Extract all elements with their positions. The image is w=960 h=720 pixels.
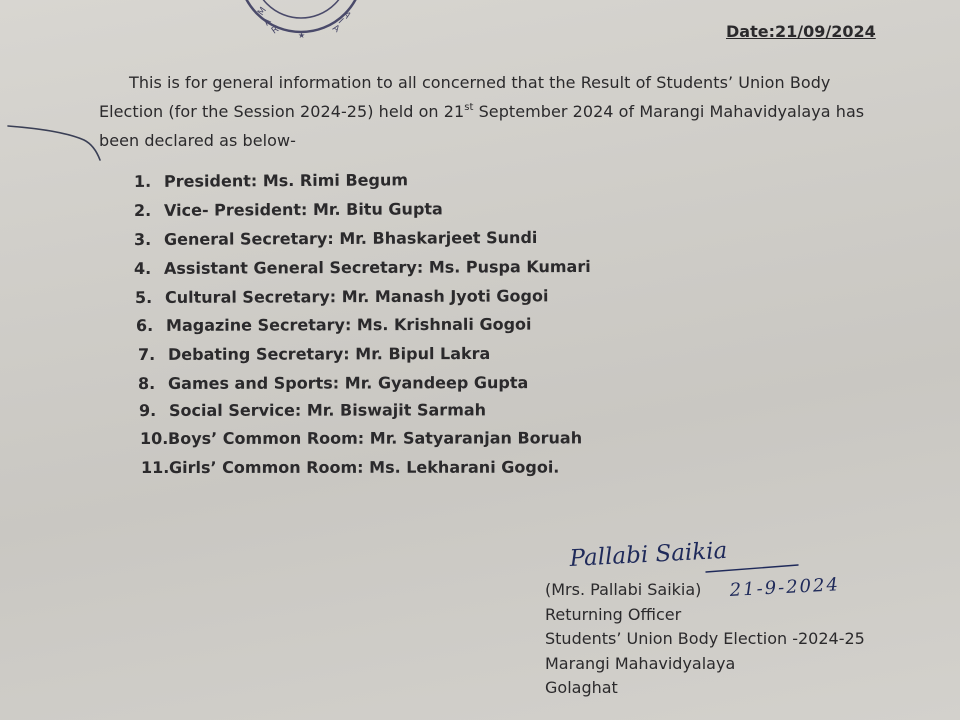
result-text: President: Ms. Rimi Begum bbox=[163, 170, 409, 191]
result-item bbox=[134, 228, 537, 249]
result-item bbox=[134, 257, 591, 278]
result-item bbox=[141, 458, 559, 477]
result-number: 7. bbox=[137, 344, 156, 364]
signoff-election: Students’ Union Body Election -2024-25 bbox=[545, 629, 865, 648]
signoff-block bbox=[545, 578, 865, 701]
result-number: 3. bbox=[133, 229, 152, 249]
intro-line-3: been declared as below- bbox=[99, 131, 296, 150]
result-number: 2. bbox=[133, 200, 152, 220]
result-number: 5. bbox=[134, 287, 153, 307]
result-text: Social Service: Mr. Biswajit Sarmah bbox=[168, 400, 487, 420]
signoff-college: Marangi Mahavidyalaya bbox=[545, 653, 736, 673]
result-text: General Secretary: Mr. Bhaskarjeet Sundi bbox=[163, 227, 538, 249]
result-text: Girls’ Common Room: Ms. Lekharani Gogoi. bbox=[168, 457, 560, 477]
result-text: Boys’ Common Room: Mr. Satyaranjan Boruah bbox=[167, 428, 583, 448]
result-item bbox=[140, 428, 582, 448]
intro-line-1: This is for general information to all concerned that the Result of Students’ Union Body bbox=[129, 73, 831, 92]
svg-text:M: M bbox=[256, 5, 269, 18]
intro-line-2: Election (for the Session 2024-25) held on 21st September 2024 of Marangi Mahavidyalaya has bbox=[99, 102, 865, 121]
result-item bbox=[139, 400, 486, 420]
svg-text:A: A bbox=[340, 9, 353, 21]
result-item bbox=[135, 286, 549, 307]
result-number: 9. bbox=[138, 400, 157, 420]
result-number: 8. bbox=[137, 373, 156, 393]
svg-text:I: I bbox=[335, 17, 345, 26]
svg-text:Pallabi Saikia: Pallabi Saikia bbox=[568, 537, 728, 572]
signoff-role: Returning Officer bbox=[545, 604, 682, 624]
result-item bbox=[138, 344, 490, 364]
result-text: Assistant General Secretary: Ms. Puspa Kumari bbox=[163, 256, 591, 278]
result-number: 10. bbox=[139, 428, 169, 448]
result-text: Cultural Secretary: Mr. Manash Jyoti Gogoi bbox=[164, 286, 549, 307]
result-text: Magazine Secretary: Ms. Krishnali Gogoi bbox=[165, 314, 532, 335]
notice-date: Date:21/09/2024 bbox=[726, 22, 876, 41]
result-number: 4. bbox=[133, 258, 152, 278]
result-number: 11. bbox=[140, 457, 170, 477]
svg-text:21-9-2024: 21-9-2024 bbox=[729, 574, 841, 601]
result-item bbox=[138, 373, 528, 393]
signoff-name: (Mrs. Pallabi Saikia) bbox=[545, 580, 702, 599]
svg-text:A: A bbox=[330, 23, 342, 35]
svg-text:★: ★ bbox=[298, 31, 306, 40]
signoff-place: Golaghat bbox=[545, 678, 618, 697]
result-item bbox=[134, 170, 408, 191]
svg-text:R: R bbox=[269, 24, 281, 37]
result-number: 1. bbox=[133, 171, 152, 191]
result-text: Games and Sports: Mr. Gyandeep Gupta bbox=[167, 373, 529, 393]
svg-text:A: A bbox=[262, 16, 274, 29]
result-item bbox=[136, 315, 532, 335]
result-item bbox=[134, 199, 443, 220]
result-number: 6. bbox=[135, 315, 154, 335]
result-text: Debating Secretary: Mr. Bipul Lakra bbox=[167, 343, 491, 364]
result-text: Vice- President: Mr. Bitu Gupta bbox=[163, 199, 443, 220]
